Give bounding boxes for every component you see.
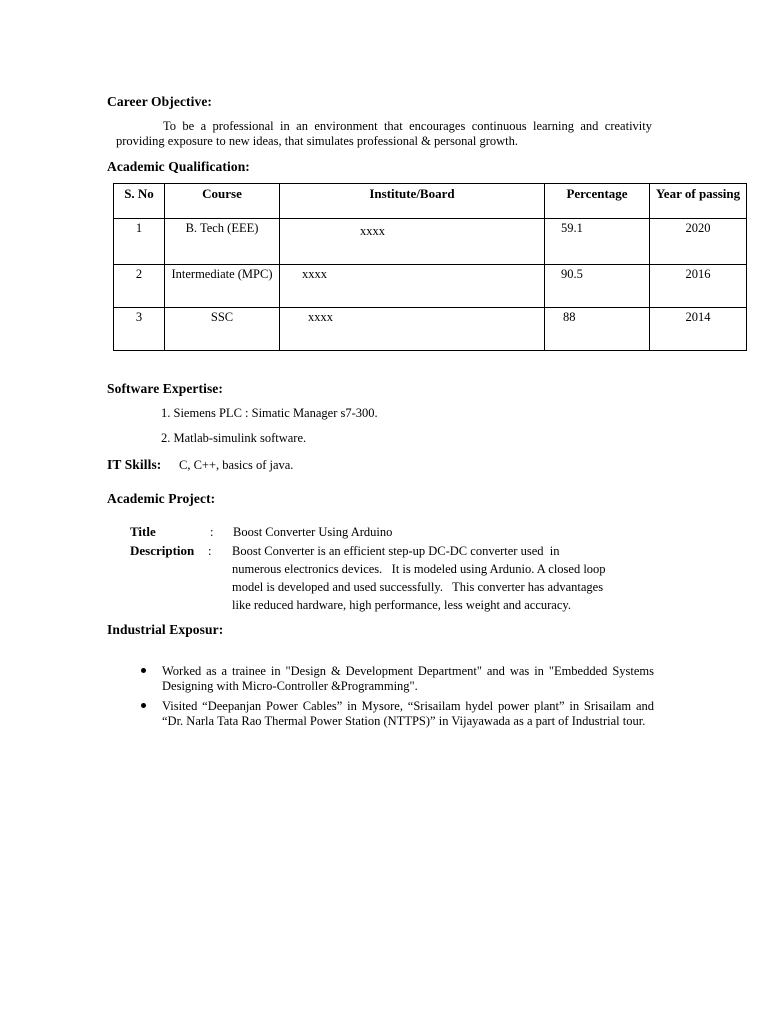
bullet-icon: [141, 703, 146, 708]
academic-qualification-heading: Academic Qualification:: [107, 159, 250, 174]
cell-course: B. Tech (EEE): [165, 219, 280, 265]
table-row: [114, 265, 747, 308]
bullet-icon: [141, 668, 146, 673]
cell-institute: xxxx: [280, 219, 545, 265]
it-skills-label: IT Skills:: [107, 457, 162, 472]
cell-year: 2016: [650, 265, 747, 308]
project-description-line: Boost Converter is an efficient step-up DC-DC converter used in: [232, 544, 560, 558]
cell-course: Intermediate (MPC): [165, 265, 280, 308]
project-description-label: Description: [130, 543, 195, 558]
academic-qualification-table: [113, 183, 747, 351]
cell-sno: 2: [114, 265, 165, 308]
table-row: [114, 308, 747, 351]
cell-percentage: 59.1: [545, 219, 650, 265]
industrial-bullet-item: Worked as a trainee in "Design & Development Department" and was in "Embedded Systems Designing with Micro-Controller &Programming".: [162, 664, 654, 693]
column-header-percentage: Percentage: [545, 184, 650, 219]
project-description-line: like reduced hardware, high performance, less weight and accuracy.: [232, 598, 571, 612]
industrial-bullet-item: Visited “Deepanjan Power Cables” in Mysore, “Srisailam hydel power plant” in Srisailam and “Dr. Narla Tata Rao Thermal Power Station (NTTPS)” in Vijayawada as a part of Industrial tour.: [162, 699, 654, 728]
column-header-year: Year of passing: [650, 184, 747, 219]
academic-project-heading: Academic Project:: [107, 491, 216, 506]
cell-institute: xxxx: [280, 265, 545, 308]
column-header-sno: S. No: [114, 184, 165, 219]
column-header-course: Course: [165, 184, 280, 219]
software-item-number: 2.: [161, 431, 171, 445]
table-row: [114, 219, 747, 265]
industrial-exposur-heading: Industrial Exposur:: [107, 622, 224, 637]
software-item-text: Matlab-simulink software.: [173, 431, 307, 445]
software-item-number: 1.: [161, 406, 171, 420]
cell-sno: 3: [114, 308, 165, 351]
project-title-separator: :: [210, 525, 214, 539]
cell-year: 2014: [650, 308, 747, 351]
software-item-text: Siemens PLC : Simatic Manager s7-300.: [173, 406, 378, 420]
project-description-separator: :: [208, 544, 212, 558]
cell-institute: xxxx: [280, 308, 545, 351]
project-title-value: Boost Converter Using Arduino: [233, 525, 393, 539]
column-header-institute: Institute/Board: [280, 184, 545, 219]
cell-percentage: 88: [545, 308, 650, 351]
career-objective-heading: Career Objective:: [107, 94, 213, 109]
software-expertise-heading: Software Expertise:: [107, 381, 223, 396]
cell-course: SSC: [165, 308, 280, 351]
project-title-label: Title: [130, 524, 156, 539]
software-item: [161, 406, 378, 421]
project-description: [232, 544, 662, 616]
career-objective-text: To be a professional in an environment that encourages continuous learning and creativity providing exposure to new ideas, that simulates professional & personal growth.: [116, 119, 652, 148]
cell-sno: 1: [114, 219, 165, 265]
cell-year: 2020: [650, 219, 747, 265]
cell-percentage: 90.5: [545, 265, 650, 308]
it-skills-value: C, C++, basics of java.: [179, 458, 294, 472]
software-item: [161, 431, 306, 446]
project-description-line: numerous electronics devices. It is modeled using Ardunio. A closed loop: [232, 562, 606, 576]
project-description-line: model is developed and used successfully. This converter has advantages: [232, 580, 604, 594]
table-header-row: [114, 184, 747, 219]
